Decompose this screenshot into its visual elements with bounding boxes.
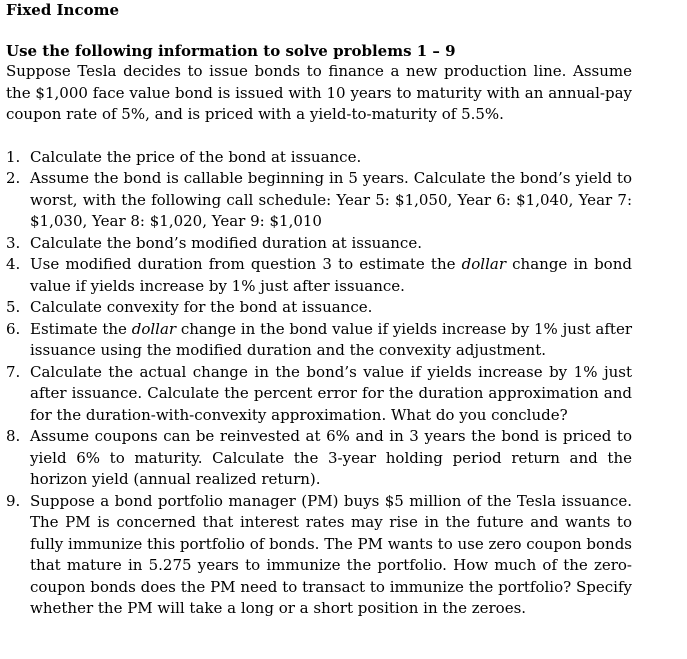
question-number: 3. bbox=[6, 233, 21, 252]
section-heading: Use the following information to solve problems 1 – 9 bbox=[6, 42, 456, 60]
question-text: Assume coupons can be reinvested at 6% and in 3 years the bond is priced to yield 6% to maturity. Calculate the 3-year holding period return and the horizon yield (annual realized return). bbox=[30, 427, 632, 488]
question-number: 9. bbox=[6, 491, 21, 510]
question-number: 5. bbox=[6, 298, 21, 316]
question-item bbox=[6, 491, 632, 620]
question-text: Assume the bond is callable beginning in 5 years. Calculate the bond’s yield to worst, with the following call schedule: Year 5: $1,050, Year 6: $1,040, Year 7: $1,030, Year 8: $1,020, Year 9: $1,010 bbox=[30, 169, 632, 230]
question-text: Calculate the bond’s modified duration at issuance. bbox=[30, 233, 422, 252]
question-number: 4. bbox=[6, 255, 21, 273]
question-text-part: change in the bond value if yields increase by 1% just after issuance using the modified duration and the convexity adjustment. bbox=[30, 319, 632, 359]
question-text-part: Use modified duration from question 3 to estimate the bbox=[30, 255, 462, 273]
intro-paragraph: Suppose Tesla decides to issue bonds to finance a new production line. Assume the $1,000 face value bond is issued with 10 years to maturity with an annual-pay coupon rate of 5%, and is priced with a yield-to-maturity of 5.5%. bbox=[6, 62, 632, 123]
document-page bbox=[6, 0, 632, 620]
course-title: Fixed Income bbox=[6, 1, 120, 19]
question-text: Calculate convexity for the bond at issuance. bbox=[30, 298, 373, 316]
question-number: 2. bbox=[6, 169, 21, 187]
question-number: 7. bbox=[6, 362, 21, 381]
question-item bbox=[6, 147, 632, 169]
question-item bbox=[6, 426, 632, 491]
question-text-part: Estimate the bbox=[30, 319, 132, 338]
question-text: Calculate the actual change in the bond’s value if yields increase by 1% just after issuance. Calculate the percent error for the duration approximation and for the duration-with-convexity approximation. What do you conclude? bbox=[30, 362, 632, 424]
emphasis-text: dollar bbox=[131, 319, 177, 338]
question-list bbox=[6, 147, 632, 620]
question-item bbox=[6, 362, 632, 427]
question-number: 8. bbox=[6, 427, 21, 445]
question-number: 6. bbox=[6, 319, 21, 338]
emphasis-text: dollar bbox=[461, 255, 506, 273]
question-text bbox=[30, 254, 632, 297]
question-text: Calculate the price of the bond at issuance. bbox=[30, 147, 362, 166]
question-number: 1. bbox=[6, 147, 21, 166]
question-item bbox=[6, 168, 632, 233]
question-item bbox=[6, 254, 632, 297]
question-item bbox=[6, 319, 632, 362]
question-item bbox=[6, 233, 632, 255]
question-text: Suppose a bond portfolio manager (PM) buys $5 million of the Tesla issuance. The PM is concerned that interest rates may rise in the future and wants to fully immunize this portfolio of bonds. The PM wants to use zero coupon bonds that mature in 5.275 years to immunize the portfolio. How much of the zero-coupon bonds does the PM need to transact to immunize the portfolio? Specify whether the PM will take a long or a short position in the zeroes. bbox=[30, 491, 632, 617]
question-text-part: change in bond value if yields increase by 1% just after issuance. bbox=[30, 255, 632, 295]
question-text bbox=[30, 319, 632, 362]
question-item bbox=[6, 297, 632, 319]
